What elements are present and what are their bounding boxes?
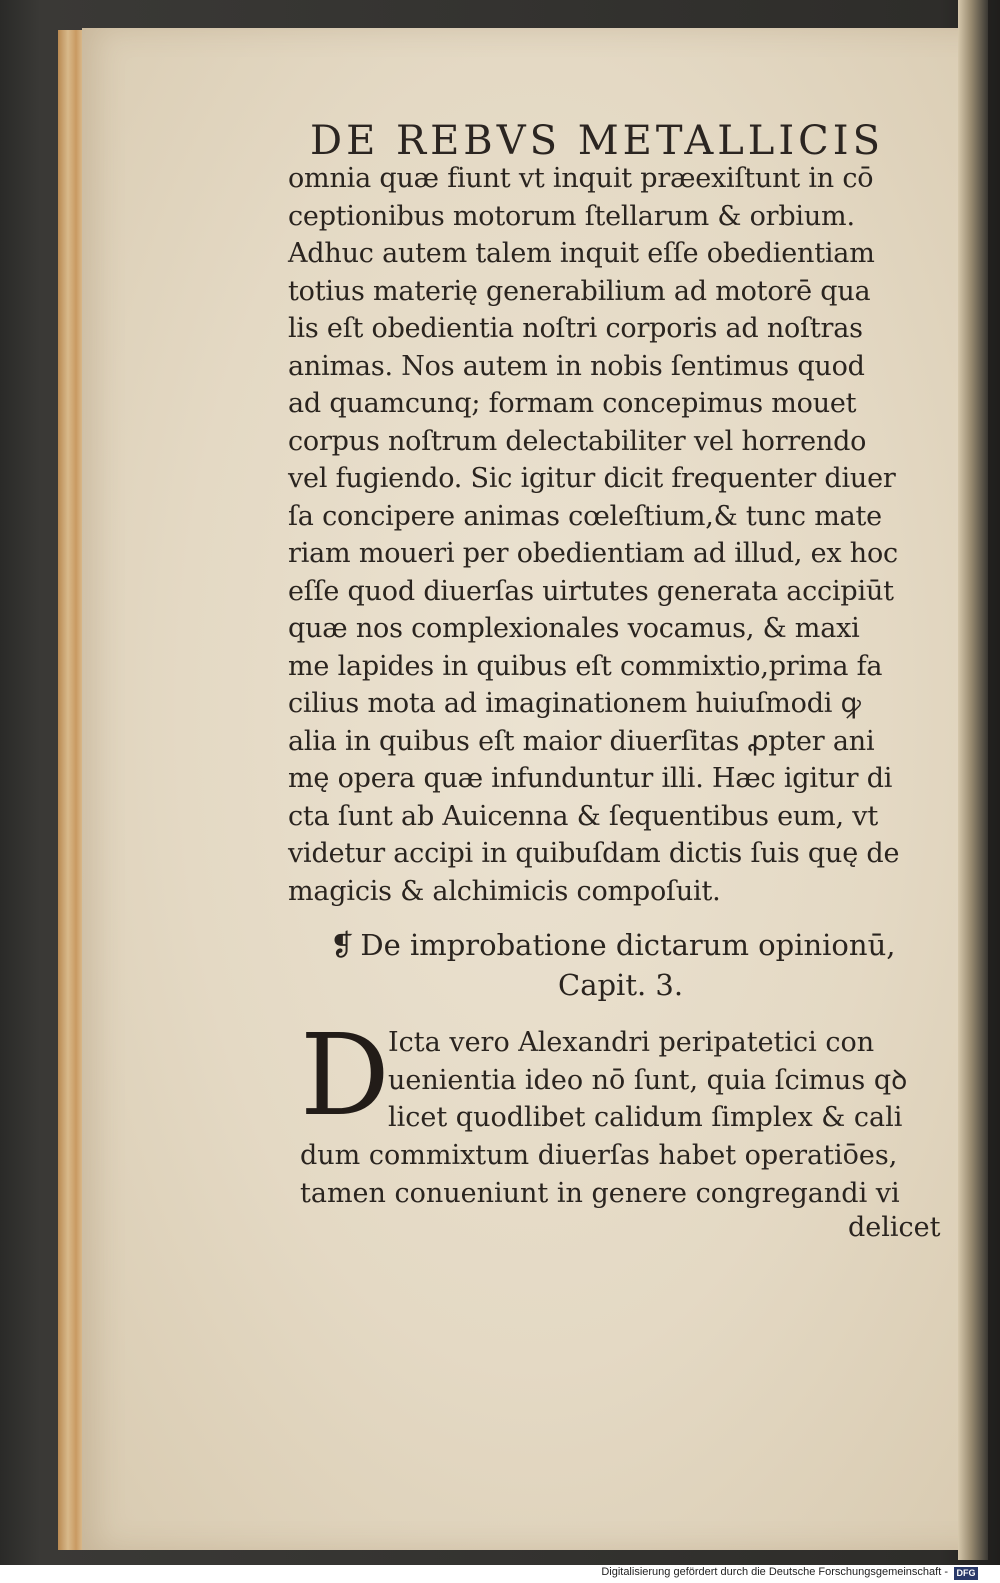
text-line: dum commixtum diuerſas habet operatiōes, xyxy=(300,1140,898,1171)
text-line: totius materię generabilium ad motorē qua xyxy=(288,275,871,307)
chapter-number: Capit. 3. xyxy=(558,968,684,1002)
text-line: mę opera quæ infunduntur illi. Hæc igitur di xyxy=(288,763,893,794)
pilcrow-mark: ❡ xyxy=(330,928,355,962)
text-line: vel fugiendo. Sic igitur dicit frequenter diuer xyxy=(288,463,896,494)
text-line: ad quamcunq; formam concepimus mouet xyxy=(288,388,857,419)
paragraph-continuation xyxy=(300,1137,950,1212)
dfg-logo: DFG xyxy=(954,1567,978,1580)
text-line: ſa concipere animas cœleſtium,& tunc mate xyxy=(288,500,882,532)
text-line: ceptionibus motorum ſtellarum & orbium. xyxy=(288,200,855,232)
text-line: lis eſt obedientia noſtri corporis ad noſtras xyxy=(288,313,863,344)
text-line: quæ nos complexionales vocamus, & maxi xyxy=(288,613,860,644)
drop-capital: D xyxy=(300,1011,390,1141)
running-title: DE REBVS METALLICIS xyxy=(310,118,884,164)
text-line: corpus noſtrum delectabiliter vel horrendo xyxy=(288,425,867,457)
text-line: eſſe quod diuerſas uirtutes generata accipiūt xyxy=(288,575,894,607)
text-line: cta ſunt ab Auicenna & ſequentibus eum, vt xyxy=(288,800,878,832)
text-line: Icta vero Alexandri peripatetici con xyxy=(388,1027,875,1058)
text-line: magicis & alchimicis compoſuit. xyxy=(288,875,721,907)
gutter-strip xyxy=(958,0,988,1560)
body-text xyxy=(288,160,948,910)
text-line: riam moueri per obedientiam ad illud, ex hoc xyxy=(288,538,898,569)
text-line: uenientia ideo nō ſunt, quia ſcimus qꝺ xyxy=(388,1064,908,1096)
text-line: licet quodlibet calidum ſimplex & cali xyxy=(388,1102,903,1133)
text-line: Adhuc autem talem inquit eſſe obedientiam xyxy=(288,238,875,269)
digitization-credit: Digitalisierung gefördert durch die Deutsche Forschungsgemeinschaft - xyxy=(601,1566,948,1578)
text-line: tamen conueniunt in genere congregandi vi xyxy=(300,1177,900,1209)
text-line: me lapides in quibus eſt commixtio,prima fa xyxy=(288,650,883,682)
catchword: delicet xyxy=(848,1212,941,1243)
text-line: cilius mota ad imaginationem huiuſmodi ꝙ xyxy=(288,688,861,719)
chapter-title-text: De improbatione dictarum opinionū, xyxy=(360,928,896,962)
dropcap-paragraph xyxy=(388,1024,948,1137)
text-line: animas. Nos autem in nobis ſentimus quod xyxy=(288,350,865,382)
text-line: videtur accipi in quibuſdam dictis ſuis quę de xyxy=(288,838,900,869)
text-line: alia in quibus eſt maior diuerſitas ꝓpter ani xyxy=(288,725,875,757)
chapter-heading xyxy=(330,928,950,962)
text-line: omnia quæ fiunt vt inquit præexiſtunt in cō xyxy=(288,163,874,194)
